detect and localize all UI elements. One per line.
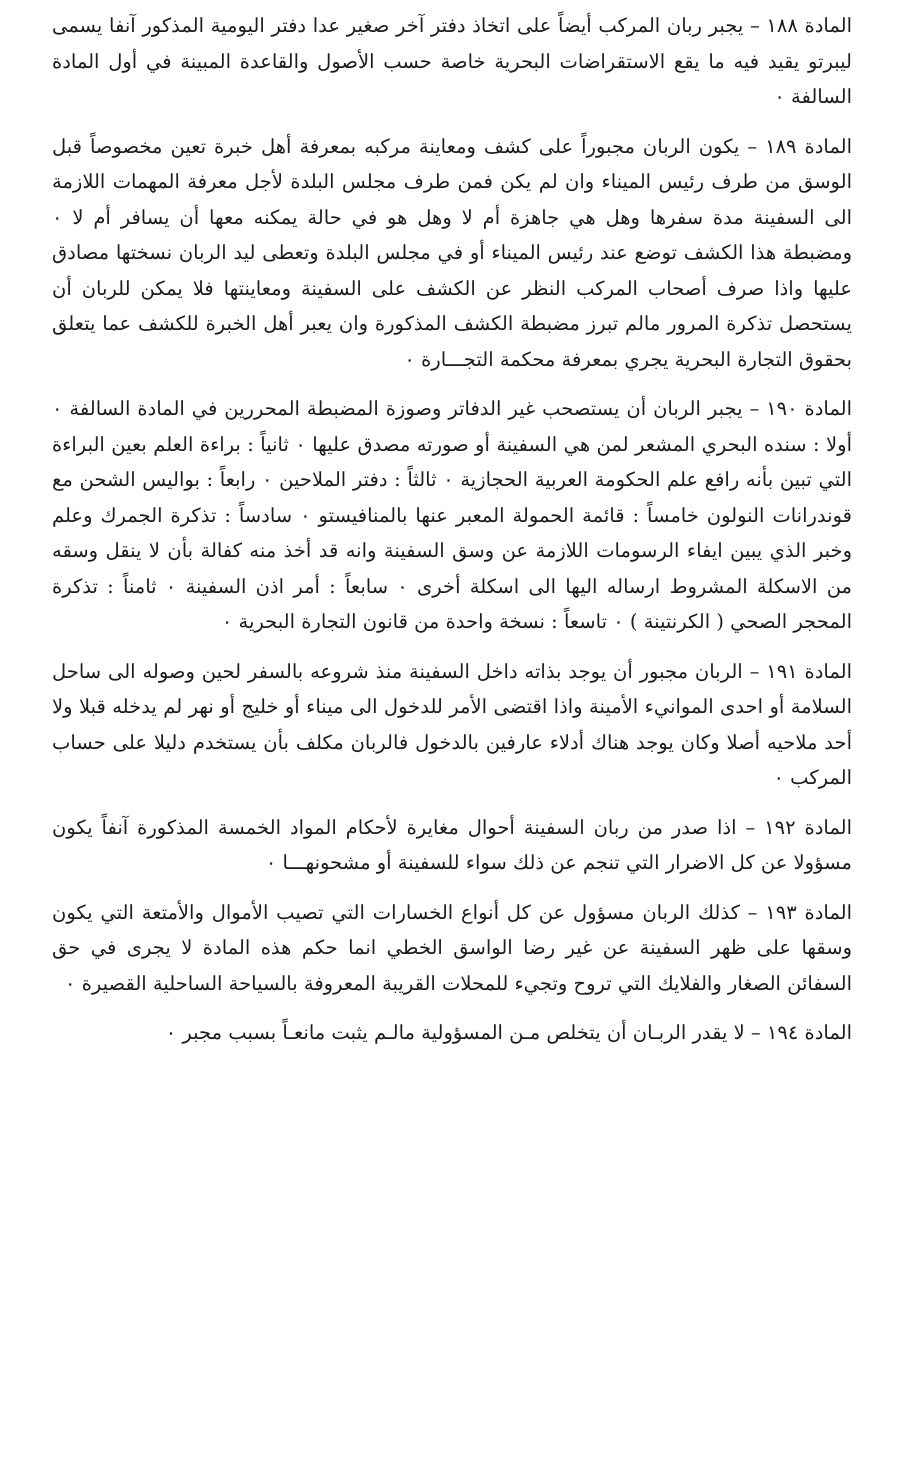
article-text: – كذلك الربان مسؤول عن كل أنواع الخسارات التي تصيب الأموال والأمتعة التي يكون وسقها على ظهر السفينة عن غير رضا الواسق الخطي انما حكم هذه المادة لا يجرى في حق السفائن الصغار والفلايك التي تروح وتجيء للمحلات القريبة المعروفة بالسياحة الساحلية القصيرة ٠ <box>52 900 852 995</box>
article-188 <box>52 8 852 115</box>
article-number: المادة ١٩٠ <box>766 397 852 420</box>
article-194 <box>52 1015 852 1051</box>
article-191 <box>52 654 852 796</box>
article-number: المادة ١٩٤ <box>766 1021 852 1044</box>
article-text: – يجبر ربان المركب أيضاً على اتخاذ دفتر آخر صغير عدا دفتر اليومية المذكور آنفا يسمى ليبرتو يقيد فيه ما يقع الاستقراضات البحرية خاصة حسب الأصول والقاعدة المبينة في أول المادة السالفة ٠ <box>52 14 852 108</box>
article-text: – لا يقدر الربـان أن يتخلص مـن المسؤولية مالـم يثبت مانعـاً بسبب مجبر ٠ <box>165 1021 767 1044</box>
article-text: – الربان مجبور أن يوجد بذاته داخل السفينة منذ شروعه بالسفر لحين وصوله الى ساحل السلامة أو احدى الموانيء الأمينة واذا اقتضى الأمر للدخول الى ميناء أو خليج أو نهر لم يدخله قبلا ولا أحد ملاحيه أصلا وكان يوجد هناك أدلاء عارفين بالدخول فالربان مكلف بأن يستخدم دليلا على حساب المركب ٠ <box>52 659 852 789</box>
article-192 <box>52 810 852 881</box>
article-190 <box>52 391 852 640</box>
article-number: المادة ١٩٣ <box>765 900 852 924</box>
article-number: المادة ١٩٢ <box>764 815 852 839</box>
article-189 <box>52 129 852 378</box>
article-text: – اذا صدر من ربان السفينة أحوال مغايرة لأحكام المواد الخمسة المذكورة آنفاً يكون مسؤولا عن كل الاضرار التي تنجم عن ذلك سواء للسفينة أو مشحونهـــا ٠ <box>52 815 852 874</box>
article-number: المادة ١٨٨ <box>766 14 852 37</box>
article-193 <box>52 895 852 1002</box>
document-page <box>52 8 852 1065</box>
article-number: المادة ١٩١ <box>766 659 852 683</box>
article-number: المادة ١٨٩ <box>765 134 852 158</box>
article-text: – يكون الربان مجبوراً على كشف ومعاينة مركبه بمعرفة أهل خبرة تعين مخصوصاً قبل الوسق من طرف رئيس الميناء وان لم يكن فمن طرف مجلس البلدة لأجل معرفة المهمات اللازمة الى السفينة مدة سفرها وهل هي جاهزة أم لا وهل هو في حالة يمكنه معها أن يسافر أم لا ٠ ومضبطة هذا الكشف توضع عند رئيس الميناء أو في مجلس البلدة وتعطى ليد الربان نسختها مصادق عليها واذا صرف أصحاب المركب النظر عن الكشف على السفينة ومعاينتها فلا يمكن للربان أن يستحصل تذكرة المرور مالم تبرز مضبطة الكشف المذكورة وان يعبر أهل الخبرة للكشف عما يتعلق بحقوق التجارة البحرية يجري بمعرفة محكمة التجـــارة ٠ <box>52 134 852 371</box>
article-text: – يجبر الربان أن يستصحب غير الدفاتر وصوزة المضبطة المحررين في المادة السالفة ٠ أولا : سنده البحري المشعر لمن هي السفينة أو صورته مصدق عليها ٠ ثانياً : براءة العلم بعين البراءة التي تبين بأنه رافع علم الحكومة العربية الحجازية ٠ ثالثاً : دفتر الملاحين ٠ رابعاً : بواليس الشحن مع قوندرانات النولون خامساً : قائمة الحمولة المعبر عنها بالمنافيستو ٠ سادساً : تذكرة الجمرك وعلم وخبر الذي يبين ايفاء الرسومات اللازمة عن وسق السفينة وانه قد أخذ منه كفالة بأن لا ينقل وسقه من الاسكلة المشروط ارساله اليها الى اسكلة أخرى ٠ سابعاً : أمر اذن السفينة ٠ ثامناً : تذكرة المحجر الصحي ( الكرنتينة ) ٠ تاسعاً : نسخة واحدة من قانون التجارة البحرية ٠ <box>52 397 853 633</box>
